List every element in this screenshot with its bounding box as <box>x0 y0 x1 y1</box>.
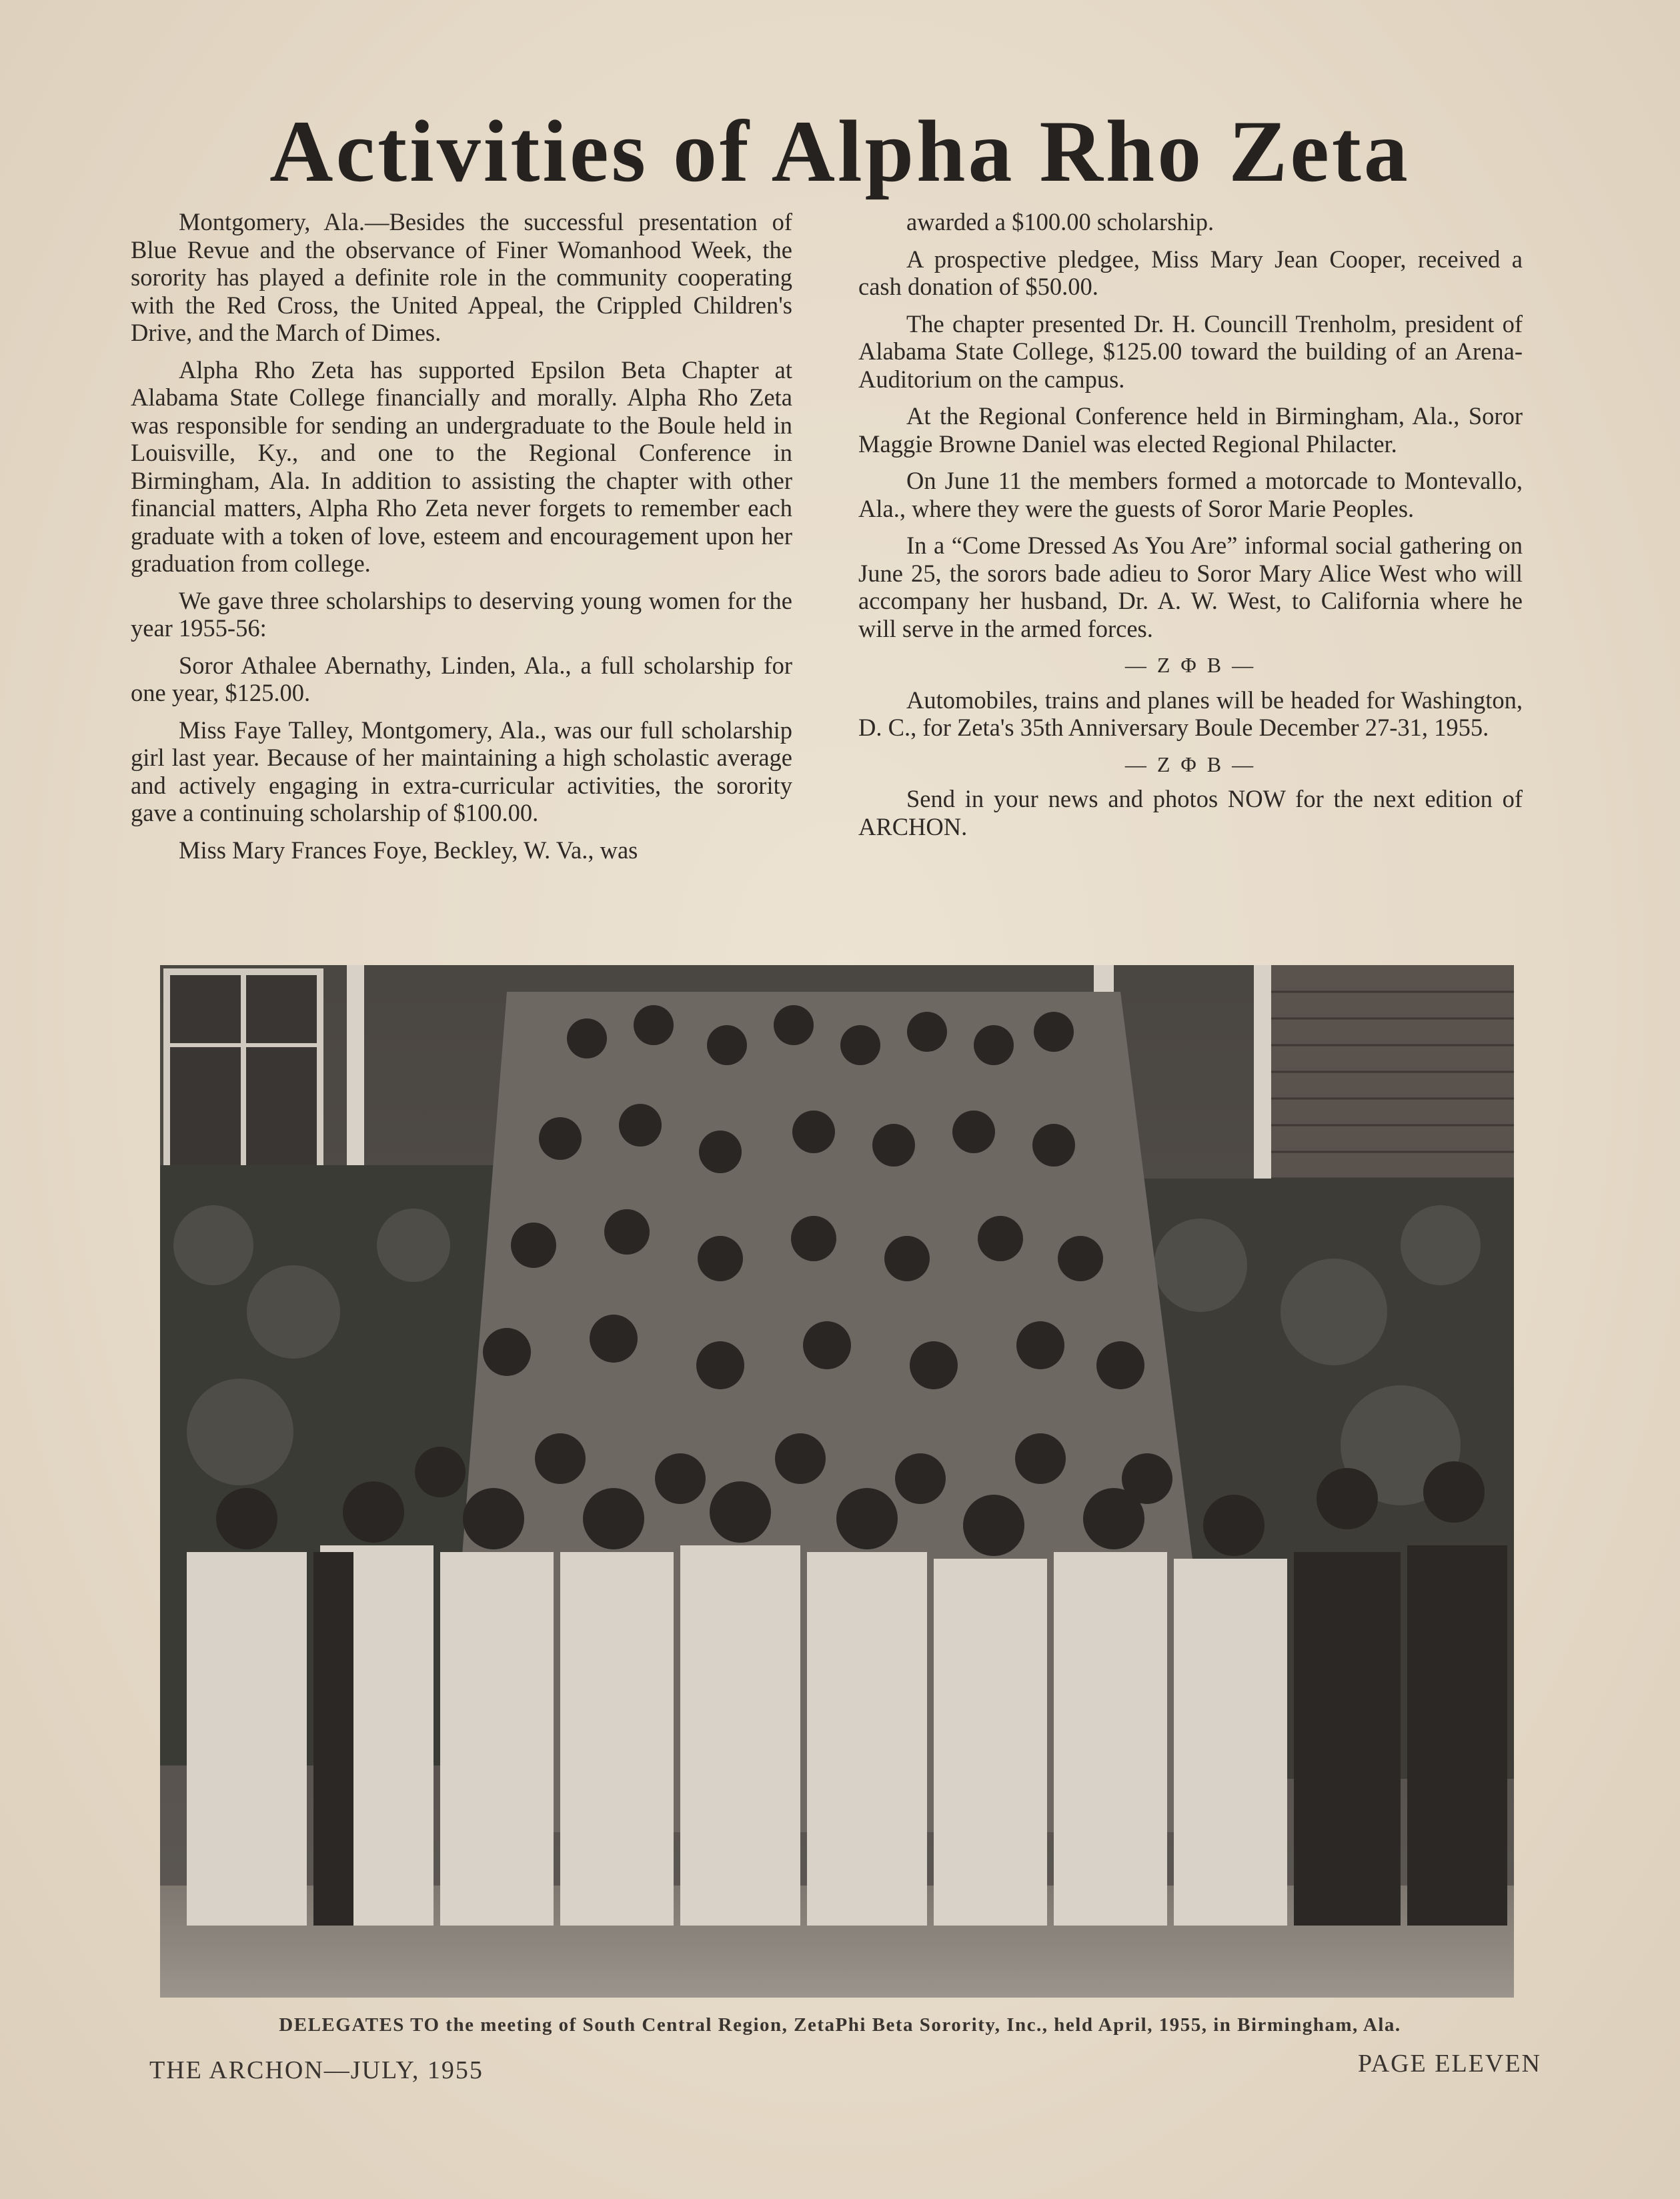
paragraph: On June 11 the members formed a motorcade to Montevallo, Ala., where they were the guests of Soror Marie Peoples. <box>858 467 1523 522</box>
paragraph: A prospective pledgee, Miss Mary Jean Cooper, received a cash donation of $50.00. <box>858 245 1523 300</box>
paragraph: Soror Athalee Abernathy, Linden, Ala., a full scholarship for one year, $125.00. <box>131 651 792 706</box>
paragraph: At the Regional Conference held in Birmingham, Ala., Soror Maggie Browne Daniel was elected Regional Philacter. <box>858 402 1523 458</box>
right-column <box>858 208 1523 850</box>
paragraph: Alpha Rho Zeta has supported Epsilon Beta Chapter at Alabama State College financially and morally. Alpha Rho Zeta was responsible for sending an undergraduate to the Boule held in Louisville, Ky., and one to the Regional Conference in Birmingham, Ala. In addition to assisting the chapter with other financial matters, Alpha Rho Zeta never forgets to remember each graduate with a token of love, esteem and encouragement upon her graduation from college. <box>131 355 792 577</box>
paragraph: We gave three scholarships to deserving young women for the year 1955-56: <box>131 586 792 642</box>
group-photo <box>160 965 1514 1998</box>
footer-publication: THE ARCHON—JULY, 1955 <box>149 2056 484 2084</box>
paragraph: Montgomery, Ala.—Besides the successful presentation of Blue Revue and the observance of Finer Womanhood Week, the sorority has played a definite role in the community cooperating with the Red Cross, the United Appeal, the Crippled Children's Drive, and the March of Dimes. <box>131 208 792 346</box>
photo-caption: DELEGATES TO the meeting of South Central Region, ZetaPhi Beta Sorority, Inc., held April, 1955, in Birmingham, Ala. <box>279 2014 1401 2036</box>
paragraph: Miss Mary Frances Foye, Beckley, W. Va., was <box>179 836 638 864</box>
paragraph: Send in your news and photos NOW for the next edition of ARCHON. <box>858 785 1523 840</box>
section-divider: — Z Φ B — <box>1124 653 1256 677</box>
paragraph: Miss Faye Talley, Montgomery, Ala., was our full scholarship girl last year. Because of her maintaining a high scholastic average and actively engaging in extra-curricular activities, the sorority gave a continuing scholarship of $100.00. <box>131 716 792 826</box>
paragraph: In a “Come Dressed As You Are” informal social gathering on June 25, the sorors bade adieu to Soror Mary Alice West who will accompany her husband, Dr. A. W. West, to California where he will serve in the armed forces. <box>858 532 1523 642</box>
paragraph: Automobiles, trains and planes will be headed for Washington, D. C., for Zeta's 35th Anniversary Boule December 27-31, 1955. <box>858 686 1523 741</box>
section-divider: — Z Φ B — <box>1124 752 1256 776</box>
left-column <box>131 208 792 873</box>
paragraph-continuation: awarded a $100.00 scholarship. <box>906 208 1214 235</box>
paragraph: The chapter presented Dr. H. Councill Trenholm, president of Alabama State College, $125.00 toward the building of an Arena-Auditorium on the campus. <box>858 309 1523 393</box>
footer-page-number: PAGE ELEVEN <box>1358 2050 1541 2078</box>
article-title: Activities of Alpha Rho Zeta <box>269 102 1411 200</box>
